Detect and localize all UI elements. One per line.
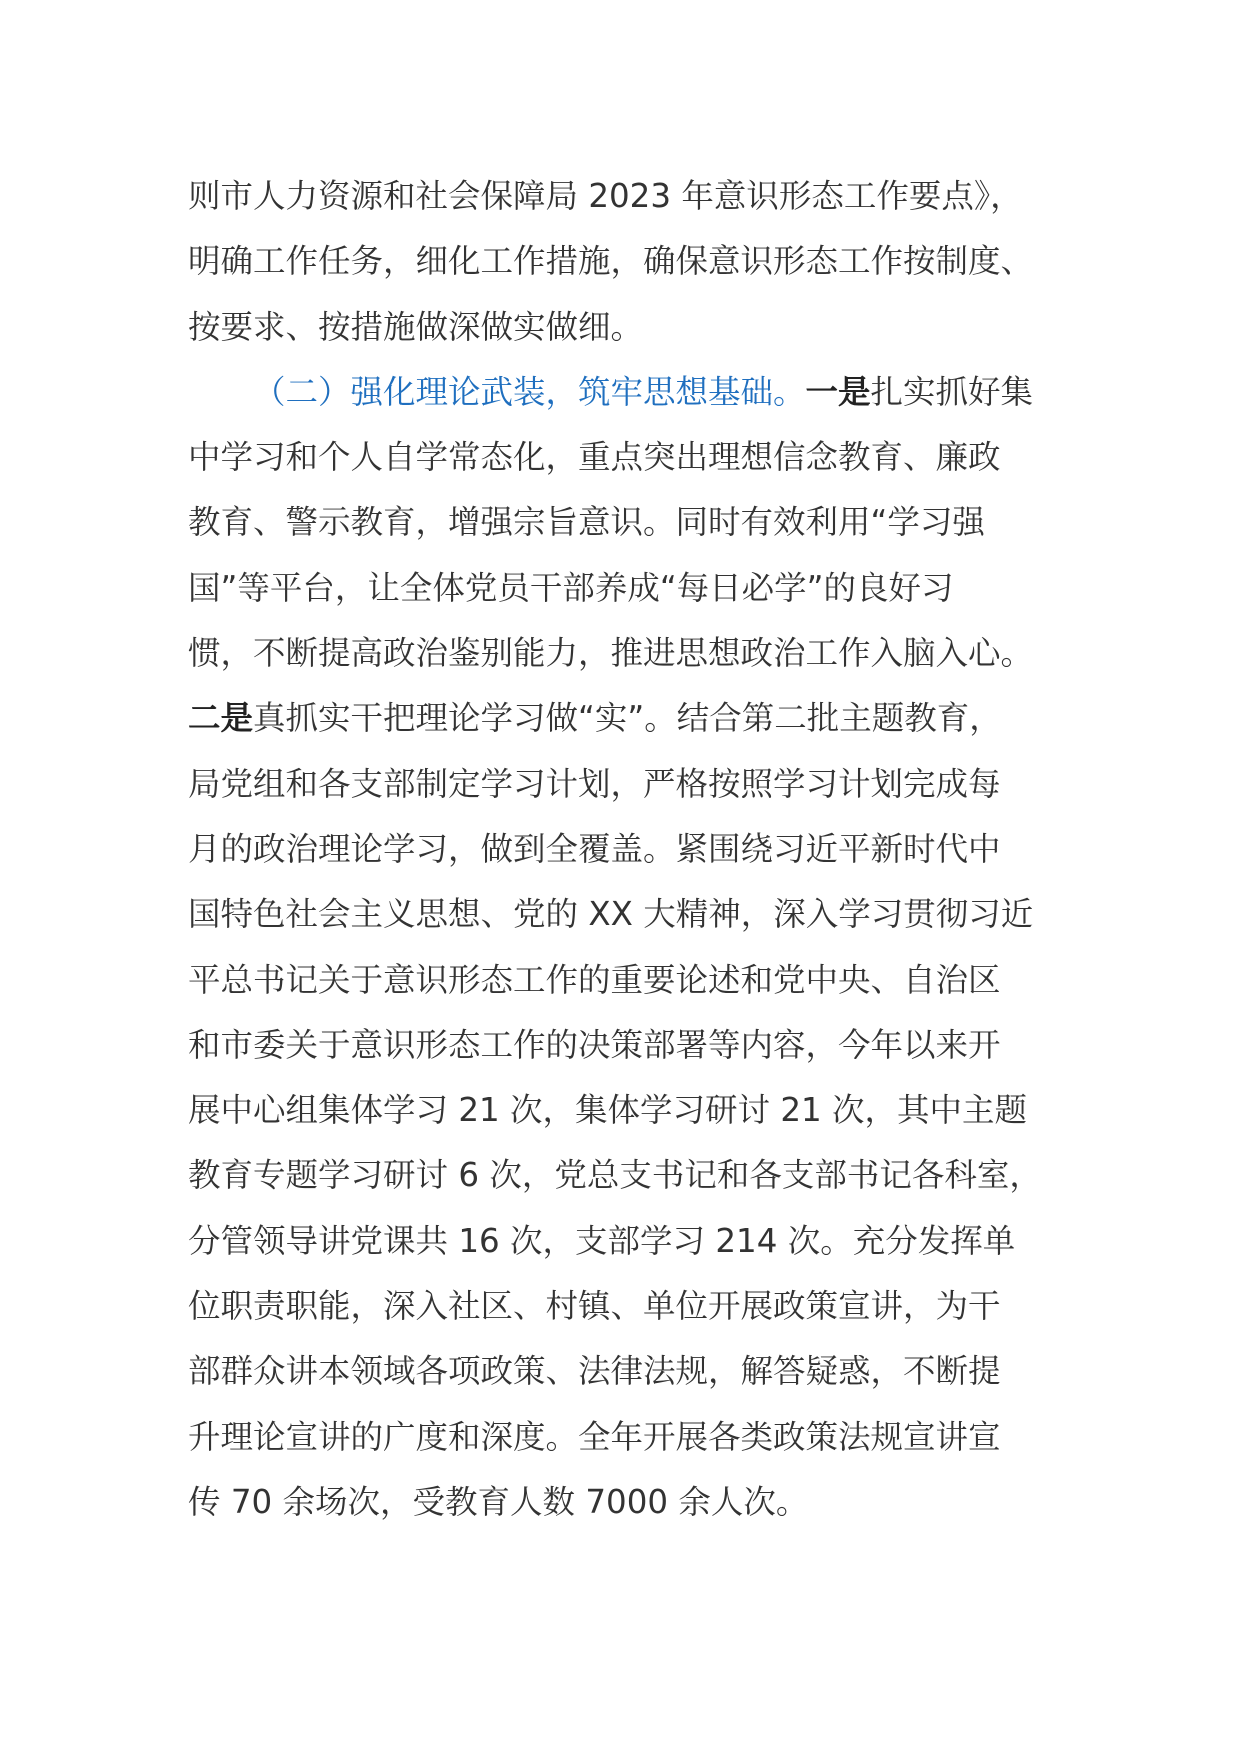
point-label-one: 一是: [805, 372, 871, 411]
paragraph-line: 月的政治理论学习，做到全覆盖。紧围绕习近平新时代中: [188, 829, 1001, 868]
paragraph-text: 扎实抓好集: [870, 372, 1034, 411]
point-two-line: [188, 686, 1058, 751]
paragraph-line: 惯，不断提高政治鉴别能力，推进思想政治工作入脑入心。: [188, 634, 1034, 673]
section-heading-line: [188, 360, 1058, 425]
paragraph-line: 教育、警示教育，增强宗旨意识。同时有效利用“学习强: [188, 503, 985, 542]
paragraph-line: 国特色社会主义思想、党的 XX 大精神，深入学习贯彻习近: [188, 895, 1034, 934]
paragraph-line: 平总书记关于意识形态工作的重要论述和党中央、自治区: [188, 960, 1001, 999]
paragraph-line: 部群众讲本领域各项政策、法律法规，解答疑惑，不断提: [188, 1352, 1001, 1391]
point-label-two: 二是: [188, 699, 254, 738]
paragraph-line: 展中心组集体学习 21 次，集体学习研讨 21 次，其中主题: [188, 1091, 1028, 1130]
section-heading: （二）强化理论武装，筑牢思想基础。: [253, 372, 806, 411]
paragraph-line: 和市委关于意识形态工作的决策部署等内容，今年以来开: [188, 1025, 1001, 1064]
paragraph-line: 教育专题学习研讨 6 次，党总支书记和各支部书记各科室，: [188, 1156, 1042, 1195]
paragraph-line: 按要求、按措施做深做实做细。: [188, 307, 644, 346]
paragraph-line: 局党组和各支部制定学习计划，严格按照学习计划完成每: [188, 764, 1001, 803]
document-page: [188, 164, 1058, 1535]
paragraph-line: 位职责职能，深入社区、村镇、单位开展政策宣讲，为干: [188, 1287, 1001, 1326]
paragraph-line: 明确工作任务，细化工作措施，确保意识形态工作按制度、: [188, 242, 1034, 281]
paragraph-line: 传 70 余场次，受教育人数 7000 余人次。: [188, 1482, 809, 1521]
paragraph-text: 真抓实干把理论学习做“实”。结合第二批主题教育，: [253, 699, 1002, 738]
paragraph-line: 中学习和个人自学常态化，重点突出理想信念教育、廉政: [188, 438, 1001, 477]
paragraph-line: 国”等平台，让全体党员干部养成“每日必学”的良好习: [188, 568, 954, 607]
paragraph-line: 分管领导讲党课共 16 次，支部学习 214 次。充分发挥单: [188, 1221, 1016, 1260]
paragraph-line: 升理论宣讲的广度和深度。全年开展各类政策法规宣讲宣: [188, 1417, 1001, 1456]
paragraph-line: 则市人力资源和社会保障局 2023 年意识形态工作要点》，: [188, 177, 1023, 215]
